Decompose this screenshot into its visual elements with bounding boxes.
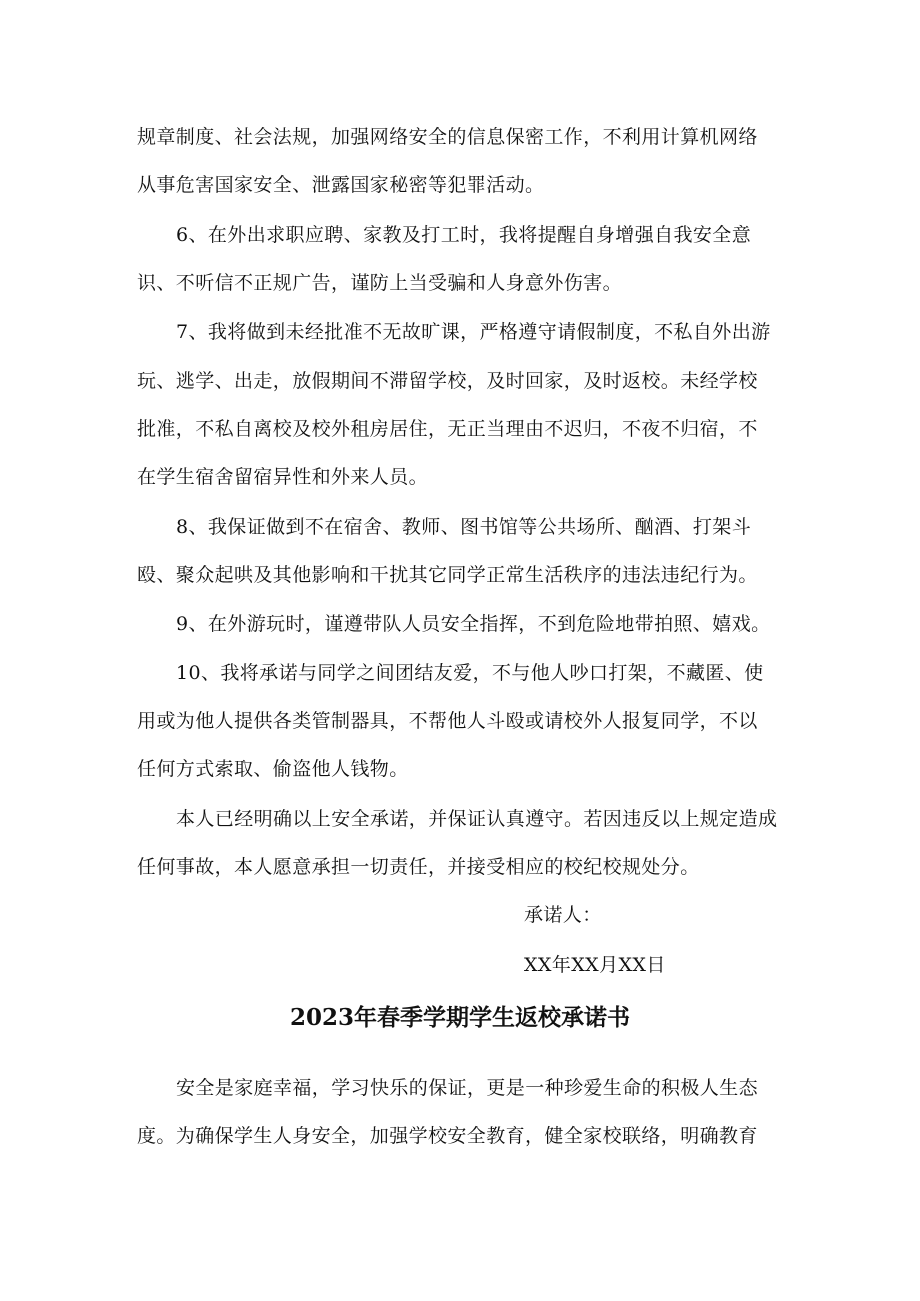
clause-8-line: 8、我保证做到不在宿舍、教师、图书馆等公共场所、酗酒、打架斗 <box>176 516 752 538</box>
body-line: 识、不听信不正规广告，谨防上当受骗和人身意外伤害。 <box>137 272 623 294</box>
body-line: 度。为确保学生人身安全，加强学校安全教育，健全家校联络，明确教育 <box>137 1125 758 1147</box>
document-title: 2023年春季学期学生返校承诺书 <box>289 1004 630 1031</box>
body-line: 用或为他人提供各类管制器具，不帮他人斗殴或请校外人报复同学，不以 <box>137 710 758 732</box>
intro-line: 安全是家庭幸福，学习快乐的保证，更是一种珍爱生命的积极人生态 <box>176 1077 759 1099</box>
declaration-line: 本人已经明确以上安全承诺，并保证认真遵守。若因违反以上规定造成 <box>176 808 778 830</box>
body-line: 玩、逃学、出走，放假期间不滞留学校，及时回家，及时返校。未经学校 <box>137 370 758 392</box>
body-line: 任何事故，本人愿意承担一切责任，并接受相应的校纪校规处分。 <box>137 856 700 878</box>
body-line: 殴、聚众起哄及其他影响和干扰其它同学正常生活秩序的违法违纪行为。 <box>137 564 758 586</box>
body-line: 从事危害国家安全、泄露国家秘密等犯罪活动。 <box>137 174 545 196</box>
clause-10-line: 10、我将承诺与同学之间团结友爱，不与他人吵口打架，不藏匿、使 <box>176 662 764 684</box>
signature-label: 承诺人： <box>524 904 602 926</box>
clause-9-line: 9、在外游玩时，谨遵带队人员安全指挥，不到危险地带拍照、嬉戏。 <box>176 613 771 635</box>
body-line: 任何方式索取、偷盗他人钱物。 <box>137 758 409 780</box>
body-line: 规章制度、社会法规，加强网络安全的信息保密工作，不利用计算机网络 <box>137 126 758 148</box>
body-line: 在学生宿舍留宿异性和外来人员。 <box>137 466 429 488</box>
clause-6-line: 6、在外出求职应聘、家教及打工时，我将提醒自身增强自我安全意 <box>176 224 752 246</box>
body-line: 批准，不私自离校及校外租房居住，无正当理由不迟归，不夜不归宿，不 <box>137 418 758 440</box>
clause-7-line: 7、我将做到未经批准不无故旷课，严格遵守请假制度，不私自外出游 <box>176 321 771 343</box>
date-placeholder: XX年XX月XX日 <box>524 954 666 976</box>
